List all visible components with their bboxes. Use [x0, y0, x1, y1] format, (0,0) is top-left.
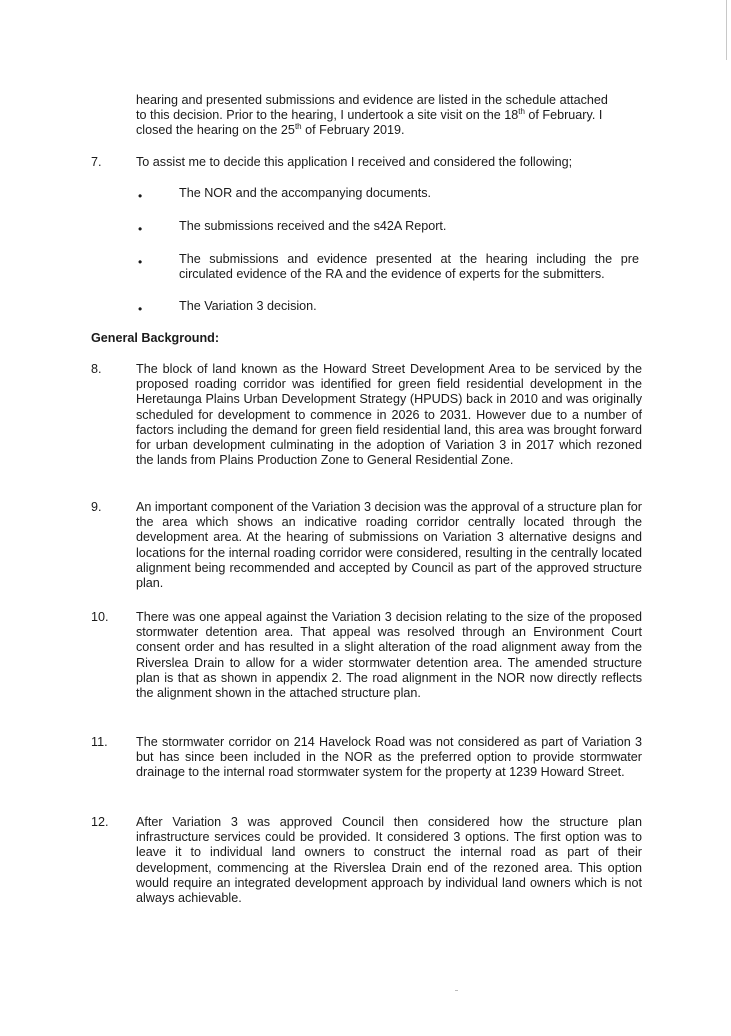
- paragraph-10-text: There was one appeal against the Variation 3 decision relating to the size of the proposed stormwater detention area. That appeal was resolved through an Environment Court consent order and has resulted in a slight alteration of the road alignment away from the Riverslea Drain to allow for a wider stormwater detention area. The amended structure plan is that as shown in appendix 2. The road alignment in the NOR now directly reflects the alignment shown in the attached structure plan.: [136, 610, 642, 701]
- section-heading: General Background:: [91, 331, 220, 345]
- intro-line-3: closed the hearing on the 25th of February 2019.: [136, 122, 405, 138]
- bullet-marker: •: [138, 255, 143, 269]
- paragraph-8-text: The block of land known as the Howard Street Development Area to be serviced by the proposed roading corridor was identified for green field residential development in the Heretaunga Plains Urban Development Strategy (HPUDS) back in 2010 and was originally scheduled for development to commence in 2026 to 2031. However due to a number of factors including the demand for green field residential land, this area was brought forward for urban development culminating in the adoption of Variation 3 in 2017 which rezoned the lands from Plains Production Zone to General Residential Zone.: [136, 362, 642, 468]
- paragraph-number-12: 12.: [91, 815, 109, 829]
- scan-speck: [455, 990, 458, 991]
- paragraph-number-9: 9.: [91, 500, 102, 514]
- paragraph-number-8: 8.: [91, 362, 102, 376]
- intro-line-1: hearing and presented submissions and evidence are listed in the schedule attached: [136, 93, 608, 107]
- bullet-item-1: The NOR and the accompanying documents.: [179, 186, 432, 200]
- paragraph-number-7: 7.: [91, 155, 102, 169]
- bullet-item-3: The submissions and evidence presented at the hearing including the pre circulated evidence of the RA and the evidence of experts for the submitters.: [179, 252, 639, 282]
- intro-line-2: to this decision. Prior to the hearing, I undertook a site visit on the 18th of February. I: [136, 107, 603, 123]
- bullet-item-4: The Variation 3 decision.: [179, 299, 317, 313]
- paragraph-12-text: After Variation 3 was approved Council then considered how the structure plan infrastructure services could be provided. It considered 3 options. The first option was to leave it to individual land owners to construct the internal road as part of their development, commencing at the Riverslea Drain end of the rezoned area. This option would require an integrated development approach by individual land owners which is not always achievable.: [136, 815, 642, 906]
- bullet-marker: •: [138, 189, 143, 203]
- paragraph-7-text: To assist me to decide this application I received and considered the following;: [136, 155, 573, 169]
- page-edge-line: [726, 0, 727, 60]
- bullet-item-2: The submissions received and the s42A Report.: [179, 219, 447, 233]
- paragraph-11-text: The stormwater corridor on 214 Havelock Road was not considered as part of Variation 3 but has since been included in the NOR as the preferred option to provide stormwater drainage to the internal road stormwater system for the property at 1239 Howard Street.: [136, 735, 642, 780]
- bullet-marker: •: [138, 222, 143, 236]
- intro-paragraph: [136, 93, 642, 139]
- bullet-marker: •: [138, 302, 143, 316]
- paragraph-number-11: 11.: [91, 735, 108, 749]
- paragraph-9-text: An important component of the Variation 3 decision was the approval of a structure plan for the area which shows an indicative roading corridor centrally located through the development area. At the hearing of submissions on Variation 3 alternative designs and locations for the internal roading corridor were considered, resulting in the centrally located alignment being recommended and accepted by Council as part of the approved structure plan.: [136, 500, 642, 591]
- paragraph-number-10: 10.: [91, 610, 109, 624]
